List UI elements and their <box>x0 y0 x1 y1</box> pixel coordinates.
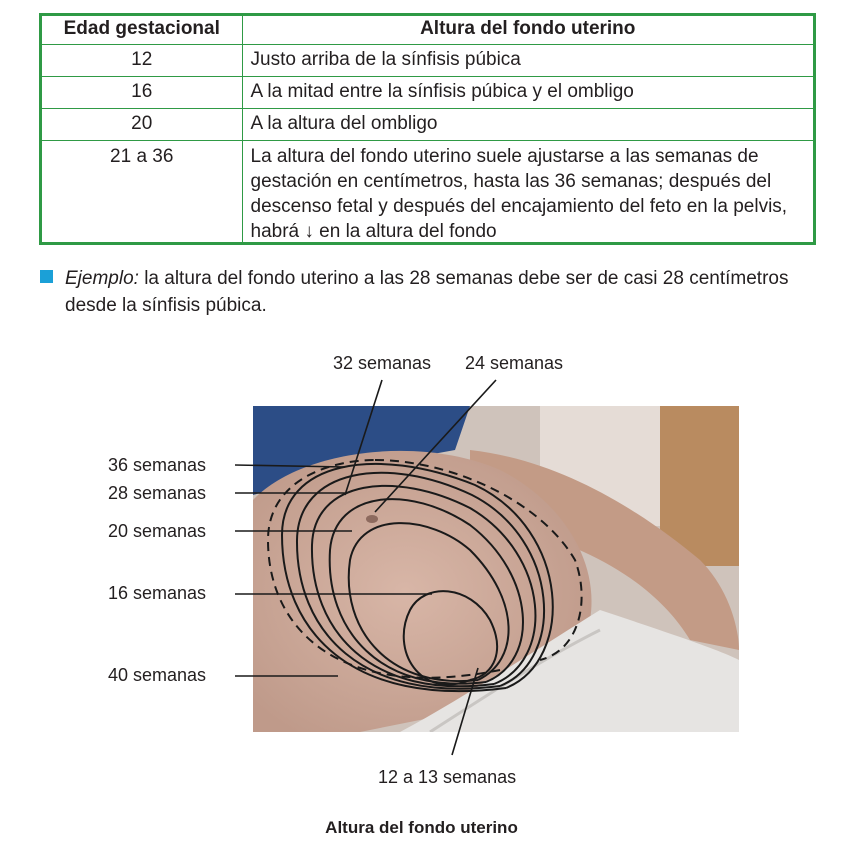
label-16-weeks: 16 semanas <box>108 583 207 603</box>
cell-age: 16 <box>42 77 242 109</box>
label-20-weeks: 20 semanas <box>108 521 207 541</box>
table-row <box>42 109 813 141</box>
label-32-weeks: 32 semanas <box>333 353 432 373</box>
cell-height-line: gestación en centímetros, hasta las 36 semanas; después del <box>250 171 772 192</box>
example-text-line1: la altura del fondo uterino a las 28 semanas debe ser de casi 28 centímetros <box>138 268 789 289</box>
cell-age: 21 a 36 <box>42 141 242 245</box>
table-row <box>42 141 813 245</box>
header-fundal-height: Altura del fondo uterino <box>242 16 813 45</box>
cell-height: Justo arriba de la sínfisis púbica <box>242 45 813 77</box>
table-row <box>42 45 813 77</box>
label-24-weeks: 24 semanas <box>465 353 564 373</box>
cell-height: A la altura del ombligo <box>242 109 813 141</box>
label-28-weeks: 28 semanas <box>108 483 207 503</box>
cell-height-line: La altura del fondo uterino suele ajustarse a las semanas de <box>250 146 759 167</box>
table-row <box>42 77 813 109</box>
bullet-square-icon <box>40 270 53 283</box>
figure-caption: Altura del fondo uterino <box>325 818 518 837</box>
header-gestational-age: Edad gestacional <box>42 16 242 45</box>
cell-age: 12 <box>42 45 242 77</box>
example-lead: Ejemplo: <box>65 268 139 289</box>
example-note <box>40 265 830 319</box>
cell-height-line: habrá ↓ en la altura del fondo <box>250 221 497 242</box>
fundal-height-table <box>39 13 816 245</box>
navel <box>366 515 378 523</box>
cell-height-multiline <box>242 141 813 245</box>
example-text-line2: desde la sínfisis púbica. <box>65 295 267 316</box>
fundal-height-illustration <box>0 330 843 810</box>
fundal-height-figure <box>0 330 843 860</box>
label-12-13-weeks: 12 a 13 semanas <box>378 767 517 787</box>
cell-age: 20 <box>42 109 242 141</box>
label-36-weeks: 36 semanas <box>108 455 207 475</box>
cell-height-line: descenso fetal y después del encajamiento del feto en la pelvis, <box>250 196 788 217</box>
label-40-weeks: 40 semanas <box>108 665 207 685</box>
cell-height: A la mitad entre la sínfisis púbica y el ombligo <box>242 77 813 109</box>
